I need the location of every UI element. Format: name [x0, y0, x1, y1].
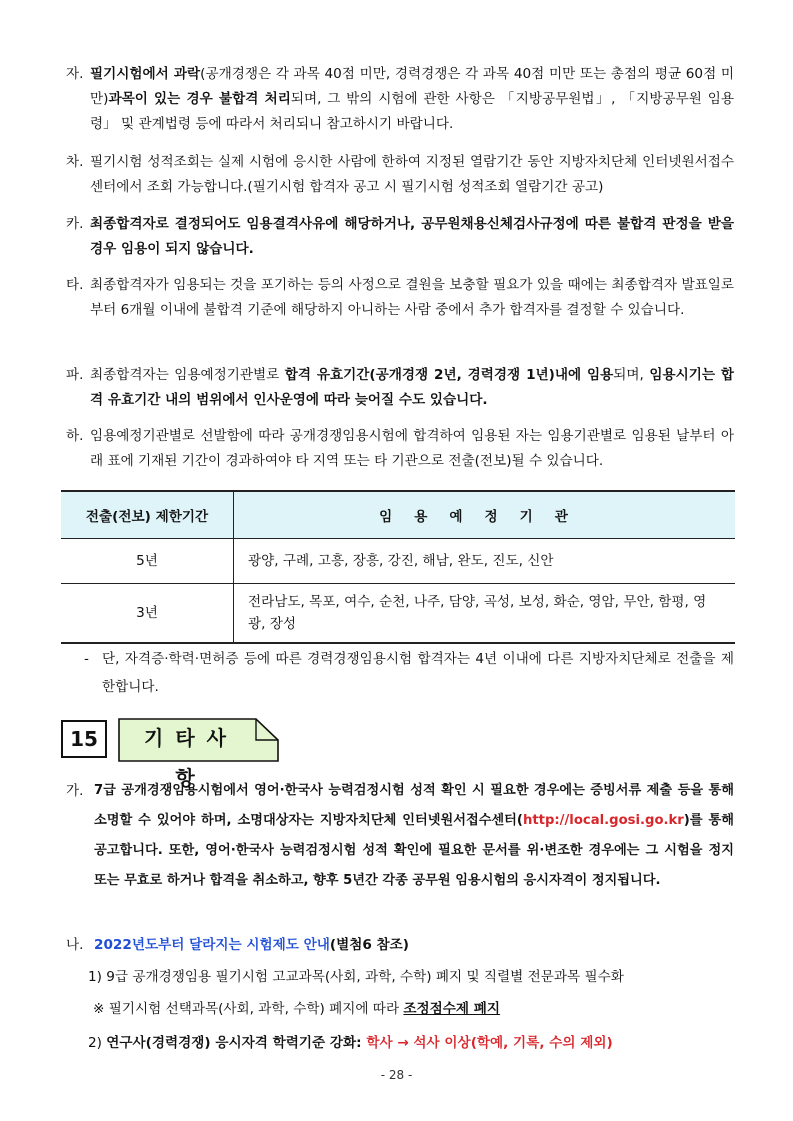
item-text: 되며,: [613, 367, 650, 383]
table-row: [61, 584, 735, 644]
item-marker: 나.: [66, 937, 84, 953]
note-text: 단, 자격증·학력·면허증 등에 따른 경력경쟁임용시험 합격자는 4년 이내에 다른 지방자치단체로 전출을 제한합니다.: [102, 651, 734, 695]
item-text-bold: )를 통해 공고합니다. 또한, 영어·한국사 능력검정시험 성적 확인에 필요한 문서를 위·변조한 경우에는 그 시험을 정지 또는 무효로 하거나 합격을 취소하고, 향후 5년간 각종 공무원 임용시험의 응시자격이 정지됩니다.: [94, 813, 734, 888]
item-marker: 하.: [66, 428, 84, 444]
item-text-bold: 필기시험에서 과락: [90, 66, 201, 82]
item-ga: [66, 776, 734, 896]
table-cell-agencies: 전라남도, 목포, 여수, 순천, 나주, 담양, 곡성, 보성, 화순, 영암, 무안, 함평, 영광, 장성: [234, 584, 736, 644]
item-text: 임용예정기관별로 선발함에 따라 공개경쟁임용시험에 합격하여 임용된 자는 임용기관별로 임용된 날부터 아래 표에 기재된 기간이 경과하여야 타 지역 또는 타 기관으로 전출(전보)될 수 있습니다.: [90, 428, 734, 469]
item-marker: 파.: [66, 367, 84, 383]
item-pa: [66, 363, 734, 413]
item-na: [66, 930, 734, 960]
item-text-bold: 7급 공개경쟁임용시험에서 영어·한국사 능력검정시험 성적 확인 시 필요한 경우에는 증빙서류 제출 등을 통해 소명할 수 있어야 하며, 소명대상자는 지방자치단체 인터넷원서접수센터(: [94, 783, 734, 828]
item-text: 최종합격자로 결정되어도 임용결격사유에 해당하거나, 공무원채용신체검사규정에 따른 불합격 판정을 받을 경우 임용이 되지 않습니다.: [90, 216, 734, 257]
item-marker: 가.: [66, 783, 84, 799]
subitem-1: [88, 966, 734, 988]
note-dash: -: [84, 651, 89, 667]
section-number-box: 15: [61, 720, 107, 758]
item-text: 되며, 그 밖의 시험에 관한 사항은 「지방공무원법」, 「지방공무원 임용령」 및 관계법령 등에 따라서 처리되니 참고하시기 바랍니다.: [90, 91, 734, 132]
item-marker: 자.: [66, 66, 84, 82]
section-title-tab: [118, 718, 278, 790]
page-number: - 28 -: [380, 1068, 413, 1082]
note-text: 필기시험 선택과목(사회, 과학, 수학) 폐지에 따라: [108, 1001, 404, 1017]
subitem-label: 연구사(경력경쟁) 응시자격 학력기준 강화:: [106, 1035, 367, 1051]
section-title: 기타사항: [144, 726, 238, 790]
item-marker: 카.: [66, 216, 84, 232]
table-cell-agencies: 광양, 구례, 고흥, 장흥, 강진, 해남, 완도, 진도, 신안: [234, 539, 736, 584]
transfer-restriction-table: [61, 490, 735, 644]
item-text-bold: 임용시기는 합격 유효기간 내의 범위에서 인사운영에 따라 늦어질 수도 있습니다.: [90, 367, 734, 408]
highlight-text: 학사 → 석사 이상(학예, 기록, 수의 제외): [366, 1035, 613, 1051]
table-note: [84, 645, 734, 701]
item-text: 필기시험 성적조회는 실제 시험에 응시한 사람에 한하여 지정된 열람기간 동안 지방자치단체 인터넷원서접수센터에서 조회 가능합니다.(필기시험 합격자 공고 시 필기시험 성적조회 열람기간 공고): [90, 154, 734, 195]
subitem-2: [88, 1032, 734, 1054]
highlight-text: 2022년도부터 달라지는 시험제도 안내: [94, 937, 330, 953]
item-marker: 차.: [66, 154, 84, 170]
reference-mark: ※: [93, 1001, 105, 1017]
table-header-period: 전출(전보) 제한기간: [61, 491, 234, 539]
item-ha: [66, 424, 734, 474]
item-text: (공개경쟁은 각 과목 40점 미만, 경력경쟁은 각 과목 40점 미만 또는 총점의 평균 60점 미만): [90, 66, 734, 107]
table-header-agency: 임용예정기관: [234, 491, 736, 539]
appendix-ref: (별첨6 참조): [329, 937, 410, 953]
website-link[interactable]: http://local.gosi.go.kr: [522, 813, 684, 828]
item-marker: 타.: [66, 277, 84, 293]
item-cha: [66, 150, 734, 200]
subitem-1-note: [93, 998, 733, 1020]
item-text-bold: 합격 유효기간(공개경쟁 2년, 경력경쟁 1년)내에 임용: [284, 367, 614, 383]
item-ka: [66, 212, 734, 262]
item-text: 최종합격자가 임용되는 것을 포기하는 등의 사정으로 결원을 보충할 필요가 있을 때에는 최종합격자 발표일로부터 6개월 이내에 불합격 기준에 해당하지 아니하는 사람 중에서 추가 합격자를 결정할 수 있습니다.: [90, 277, 734, 318]
subitem-marker: 2): [88, 1035, 102, 1051]
subitem-text: 9급 공개경쟁임용 필기시험 고교과목(사회, 과학, 수학) 폐지 및 직렬별 전문과목 필수화: [106, 969, 624, 985]
subitem-marker: 1): [88, 969, 102, 985]
table-cell-period: 3년: [61, 584, 234, 644]
table-row: [61, 539, 735, 584]
item-ta: [66, 273, 734, 323]
underlined-text: 조정점수제 폐지: [403, 1001, 501, 1017]
table-cell-period: 5년: [61, 539, 234, 584]
item-text-bold: 과목이 있는 경우 불합격 처리: [108, 91, 291, 107]
item-text: 최종합격자는 임용예정기관별로: [90, 367, 285, 383]
item-ja: [66, 62, 734, 137]
